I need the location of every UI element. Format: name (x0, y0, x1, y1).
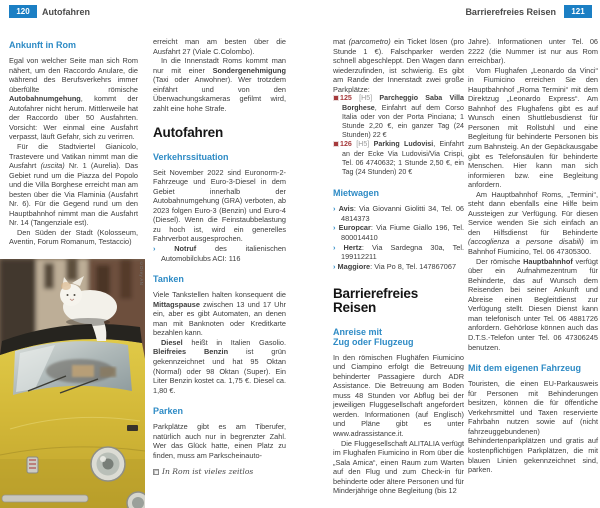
list-item-rental: › Hertz: Via Sardegna 30a, Tel. 199112211 (333, 242, 464, 262)
parking-entry: 125 [H5] Parcheggio Saba Villa Borghese, Einfahrt auf dem Corso Italia oder von der Porta Pinciana; 1 Stunde 2,20 €, ein ganzer Tag (24 Stunden) 22 € (333, 94, 464, 140)
heading-parken: Parken (153, 406, 184, 417)
caption-text: In Rom ist vieles zeitlos (162, 467, 254, 476)
list-item-rental: › Maggiore: Via Po 8, Tel. 147867067 (333, 261, 457, 271)
bullet-arrow-icon: › (333, 223, 336, 233)
page-number-right: 121 (564, 5, 592, 18)
heading-anreise: Anreise mit Zug oder Flugzeug (333, 326, 414, 347)
section-heading-barrierefrei: Barrierefreies Reisen (333, 286, 419, 316)
paragraph: Parkplätze gibt es am Tiberufer, natürlich auch nur in begrenzter Zahl. Wer das Glück hatte, einen Platz zu finden, muss am Parkscheinauto- (153, 422, 286, 460)
running-head-right: Barrierefreies Reisen (465, 7, 556, 17)
bullet-arrow-icon: › (333, 242, 336, 252)
paragraph: Vom Flughafen „Leonardo da Vinci“ in Fiumicino erreichen Sie den Hauptbahnhof „Roma Termini“ mit dem Direktzug „Leonardo Express“. Am Bahnhof des Flughafens gibt es auf Wunsch einen Shuttlebusdienst für Personen mit Rollstuhl und eine Begleitung für behinderte Personen bis zum Bahnsteig. An der Gepäckausgabe gibt es Telefonsäulen für behinderte Menschen. Hier kann man sich informieren bzw. eine Begleitung anfordern. (468, 65, 598, 190)
paragraph: Touristen, die einen EU-Parkausweis für Personen mit Behinderungen besitzen, können die für öffentliche Verkehrsmittel und Taxen reservierte Fahrbahn nutzen sowie auf (nicht fahrzeuggebundenen) Behindertenparkplätzen und gratis auf kostenpflichtigen Parkplätzen, die mit blauen Linien gekennzeichnet sind, parken. (468, 379, 598, 475)
caption-marker-icon (153, 469, 159, 475)
column-barrierefrei (468, 37, 598, 475)
paragraph: mat (parcometro) ein Ticket lösen (pro Stunde 1 €). Falschparker werden schnell abgeschleppt. Den Wagen dann wiederzufinden, ist schwierig. Es gibt am Rande der Innenstadt zwei große Parkplätze: (333, 37, 464, 94)
bullet-arrow-icon: › (333, 204, 336, 214)
heading-mietwagen: Mietwagen (333, 188, 380, 199)
bullet-arrow-icon: › (333, 261, 336, 271)
column-ankunft (9, 39, 138, 247)
list-item-rental: › Avis: Via Giovanni Giolitti 34, Tel. 06 4814373 (333, 204, 464, 223)
parking-entry: 126 [H5] Parking Ludovisi, Einfahrt an der Ecke Via Ludovisi/Via Crispi, Tel. 06 4740632; 1 Stunde 2,50 €, ein Tag (24 Stunden) 20 € (333, 140, 464, 177)
paragraph: Der römische Hauptbahnhof verfügt über ein Aufnahmezentrum für Behinderte, das auf Wunsch dem Reisenden bei seiner Ankunft und Abreise einen Begleitdienst zur Verfügung stellt. Diesen Dienst kann man telefonisch unter Tel. 06 4881726 anfordern. Gehörlose können auch das D.T.S.-Telefon unter Tel. 06 47306245 benutzen. (468, 256, 598, 352)
section-heading-autofahren: Autofahren (153, 125, 223, 141)
paragraph: Viele Tankstellen halten konsequent die Mittagspause zwischen 13 und 17 Uhr ein, aber es gibt Automaten, an denen man mit Banknoten oder Kreditkarte bezahlen kann. (153, 290, 286, 338)
paragraph: erreicht man am besten über die Ausfahrt 27 (Viale C.Colombo). (153, 37, 286, 56)
paragraph: Egal von welcher Seite man sich Rom nähert, um den Raccordo Anulare, die während des Berufsverkehrs immer überfüllte römische Autobahnumgehung, kommt der Autofahrer nicht herum. Mittlerweile hat der Raccordo über 50 Ausfahrten. Vorsicht: Wer einmal eine Ausfahrt verpasst, läuft Gefahr, sich zu verirren. (9, 56, 138, 142)
paragraph: Seit November 2022 sind Euronorm-2-Fahrzeuge und Euro-3-Diesel in dem Gebiet innerhalb der Autobahnumgehung (GRA) verboten, ab 2023 folgen Euro-3 (Benzin) und Euro-4 (Diesel). Wenn die Feinstaubbelastung zu hoch ist, wird ein generelles Fahrverbot ausgesprochen. (153, 167, 286, 244)
heading-verkehrssituation: Verkehrssituation (153, 151, 229, 162)
column-parken-mietwagen (333, 37, 464, 496)
photo-credit: ©Drey AN (139, 261, 144, 286)
paragraph: Jahre). Informationen unter Tel. 06 2222 (die Nummer ist nur aus Rom erreichbar). (468, 37, 598, 66)
list-item-rental: › Europcar: Via Fiume Giallo 196, Tel. 800014410 (333, 223, 464, 242)
photo-fiat-with-cat (0, 259, 145, 508)
column-autofahren (153, 37, 286, 460)
paragraph: Diesel heißt in Italien Gasolio. Bleifreies Benzin ist grün gekennzeichnet und hat 95 Oktan (Normal) oder 98 Oktan (Super). Ein Liter Benzin kostet ca. 1,75 €. Diesel ca. 1,80 €. (153, 337, 286, 395)
photo-caption (153, 467, 303, 476)
heading-eigenes-fahrzeug: Mit dem eigenen Fahrzeug (468, 363, 582, 374)
map-marker-icon (333, 141, 339, 147)
heading-ankunft-in-rom: Ankunft in Rom (9, 40, 76, 50)
map-marker-icon (333, 95, 339, 101)
page-number-left: 120 (9, 5, 37, 18)
paragraph: Den Süden der Stadt (Kolosseum, Aventin, Forum Romanum, Testaccio) (9, 227, 138, 247)
running-head-left: Autofahren (42, 7, 90, 17)
bullet-arrow-icon: › (153, 244, 156, 253)
paragraph: Am Hauptbahnhof Roms, „Termini“, steht dann ebenfalls eine Hilfe beim Aussteigen zur Verfügung. Für diesen Service wenden Sie sich einfach an den Hilfsdienst für Behinderte (accoglienza a persone disabili) im Bahnhof Fiumicino, Tel. 06 47305300. (468, 189, 598, 257)
paragraph: Die Fluggesellschaft ALITALIA verfügt im Flughafen Fiumicino in Rom über die „Sala Amica“, einen Raum zum Warten auf den Flug und zum Check-in für behinderte oder ältere Personen und für Minderjährige ohne Begleitung (bis 12 (333, 438, 464, 496)
paragraph: In die Innenstadt Roms kommt man nur mit einer Sondergenehmigung (Taxi oder Anwohner). Wer trotzdem einfährt und von den Überwachungskameras gefilmt wird, zahlt eine hohe Strafe. (153, 56, 286, 113)
heading-tanken: Tanken (153, 274, 184, 285)
list-item-notruf: › Notruf des italienischen Automobilclubs ACI: 116 (153, 244, 286, 263)
paragraph: Für die Stadtviertel Gianicolo, Trastevere und Vatikan nimmt man die Ausfahrt (uscita) Nr. 1 (Aurelia). Das Gebiet rund um die Piazza del Popolo und die Villa Borghese erreicht man am besten über die Via Flaminia (Ausfahrt Nr. 6). Für die Gegend rund um den Hauptbahnhof nimmt man die Ausfahrt Nr. 14 (Tangenziale est). (9, 142, 139, 228)
paragraph: In den römischen Flughäfen Fiumicino und Ciampino erfolgt die Betreuung behinderter Passagiere durch ADR Assistance. Die Betreuung am Boden muss 48 Stunden vor Abflug bei der jeweiligen Fluggesellschaft angefordert werden. Informationen (auf Englisch) und Pläne gibt es unter www.adrassistance.it. (333, 352, 464, 439)
photo-illustration (0, 259, 145, 508)
